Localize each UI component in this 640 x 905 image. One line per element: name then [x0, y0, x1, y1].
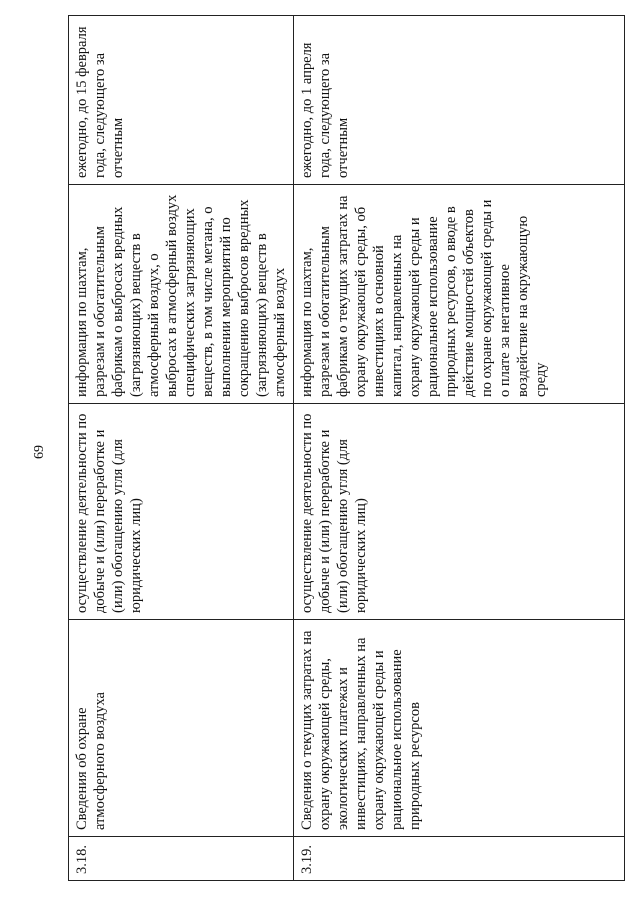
report-deadline: ежегодно, до 1 апреля года, следующего за отчетным	[294, 16, 625, 185]
reporting-table	[68, 15, 625, 881]
report-content: информация по шахтам, разрезам и обогатительным фабрикам о текущих затратах на охрану окружающей среды, об инвестициях в основной капитал, направленных на охрану окружающей среды и рациональное использование природных ресурсов, о вводе в действие мощностей объектов по охране окружающей среды и о плате за негативное воздействие на окружающую среду	[294, 185, 625, 404]
report-content: информация по шахтам, разрезам и обогатительным фабрикам о выбросах вредных (загрязняющих) веществ в атмосферный воздух, о выбросах в атмосферный воздух специфических загрязняющих веществ, в том числе метана, о выполнении мероприятий по сокращению выбросов вредных (загрязняющих) веществ в атмосферный воздух	[69, 185, 294, 404]
activity-description: осуществление деятельности по добыче и (или) переработке и (или) обогащению угля (для юридических лиц)	[69, 404, 294, 620]
table-row	[69, 16, 294, 881]
activity-description: осуществление деятельности по добыче и (или) переработке и (или) обогащению угля (для юридических лиц)	[294, 404, 625, 620]
table-row	[294, 16, 625, 881]
report-name: Сведения об охране атмосферного воздуха	[69, 620, 294, 837]
row-number: 3.19.	[294, 837, 625, 881]
page-number: 69	[32, 445, 47, 459]
rotated-table-wrapper	[68, 16, 623, 881]
report-deadline: ежегодно, до 15 февраля года, следующего за отчетным	[69, 16, 294, 185]
report-name: Сведения о текущих затратах на охрану окружающей среды, экологических платежах и инвестициях, направленных на охрану окружающей среды и рациональное использование природных ресурсов	[294, 620, 625, 837]
row-number: 3.18.	[69, 837, 294, 881]
